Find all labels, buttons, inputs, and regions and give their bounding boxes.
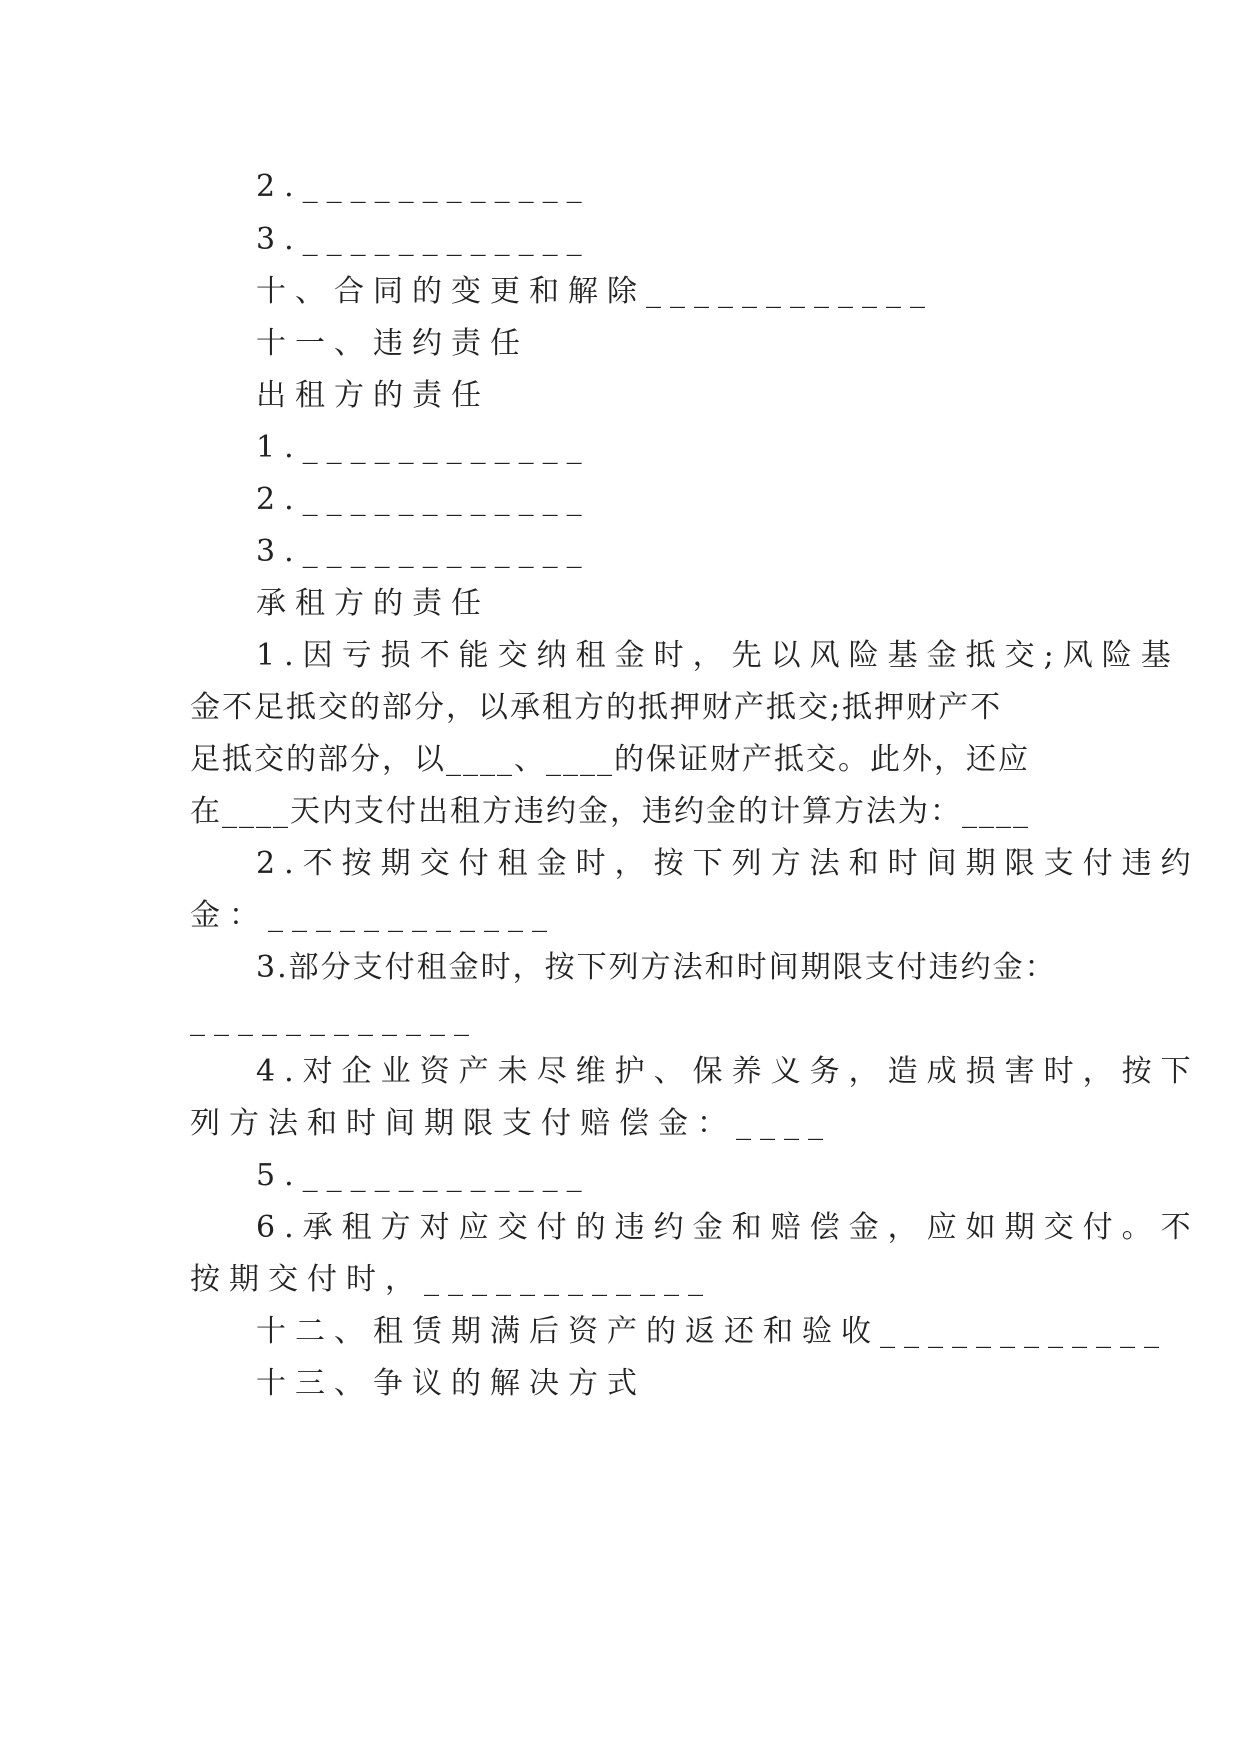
lessee-clause-3-line-1: 3.部分支付租金时，按下列方法和时间期限支付违约金： bbox=[256, 950, 1057, 985]
section-12-heading: 十二、租赁期满后资产的返还和验收____________ bbox=[256, 1314, 1168, 1349]
lessee-clause-2-line-1: 2.不按期交付租金时，按下列方法和时间期限支付违约 bbox=[256, 846, 1200, 881]
lessee-clause-5: 5.____________ bbox=[256, 1158, 591, 1193]
lessee-clause-1-line-1: 1.因亏损不能交纳租金时，先以风险基金抵交;风险基 bbox=[256, 638, 1180, 673]
lessee-clause-6-line-1: 6.承租方对应交付的违约金和赔偿金，应如期交付。不 bbox=[256, 1210, 1200, 1245]
lessee-clause-2-line-2: 金：____________ bbox=[190, 898, 556, 933]
lessee-clause-1-line-4: 在____天内支付出租方违约金，违约金的计算方法为：____ bbox=[190, 794, 1030, 829]
lessee-clause-4-line-2: 列方法和时间期限支付赔偿金：____ bbox=[190, 1106, 832, 1141]
lessee-responsibility-heading: 承租方的责任 bbox=[256, 586, 490, 621]
lessor-responsibility-heading: 出租方的责任 bbox=[256, 378, 490, 413]
lessor-item-3: 3.____________ bbox=[256, 534, 591, 569]
section-10-heading: 十、合同的变更和解除____________ bbox=[256, 274, 934, 309]
section-11-heading: 十一、违约责任 bbox=[256, 326, 529, 361]
lessor-item-1: 1.____________ bbox=[256, 430, 591, 465]
section-13-heading: 十三、争议的解决方式 bbox=[256, 1366, 646, 1401]
lessee-clause-1-line-3: 足抵交的部分，以____、____的保证财产抵交。此外，还应 bbox=[190, 742, 1030, 777]
lessee-clause-3-line-2: ____________ bbox=[190, 1002, 478, 1037]
item-2: 2.____________ bbox=[256, 169, 591, 204]
lessee-clause-6-line-2: 按期交付时，____________ bbox=[190, 1262, 712, 1297]
item-3: 3.____________ bbox=[256, 222, 591, 257]
lessee-clause-4-line-1: 4.对企业资产未尽维护、保养义务，造成损害时，按下 bbox=[256, 1054, 1200, 1089]
lessee-clause-1-line-2: 金不足抵交的部分，以承租方的抵押财产抵交;抵押财产不 bbox=[190, 690, 1003, 725]
lessor-item-2: 2.____________ bbox=[256, 482, 591, 517]
